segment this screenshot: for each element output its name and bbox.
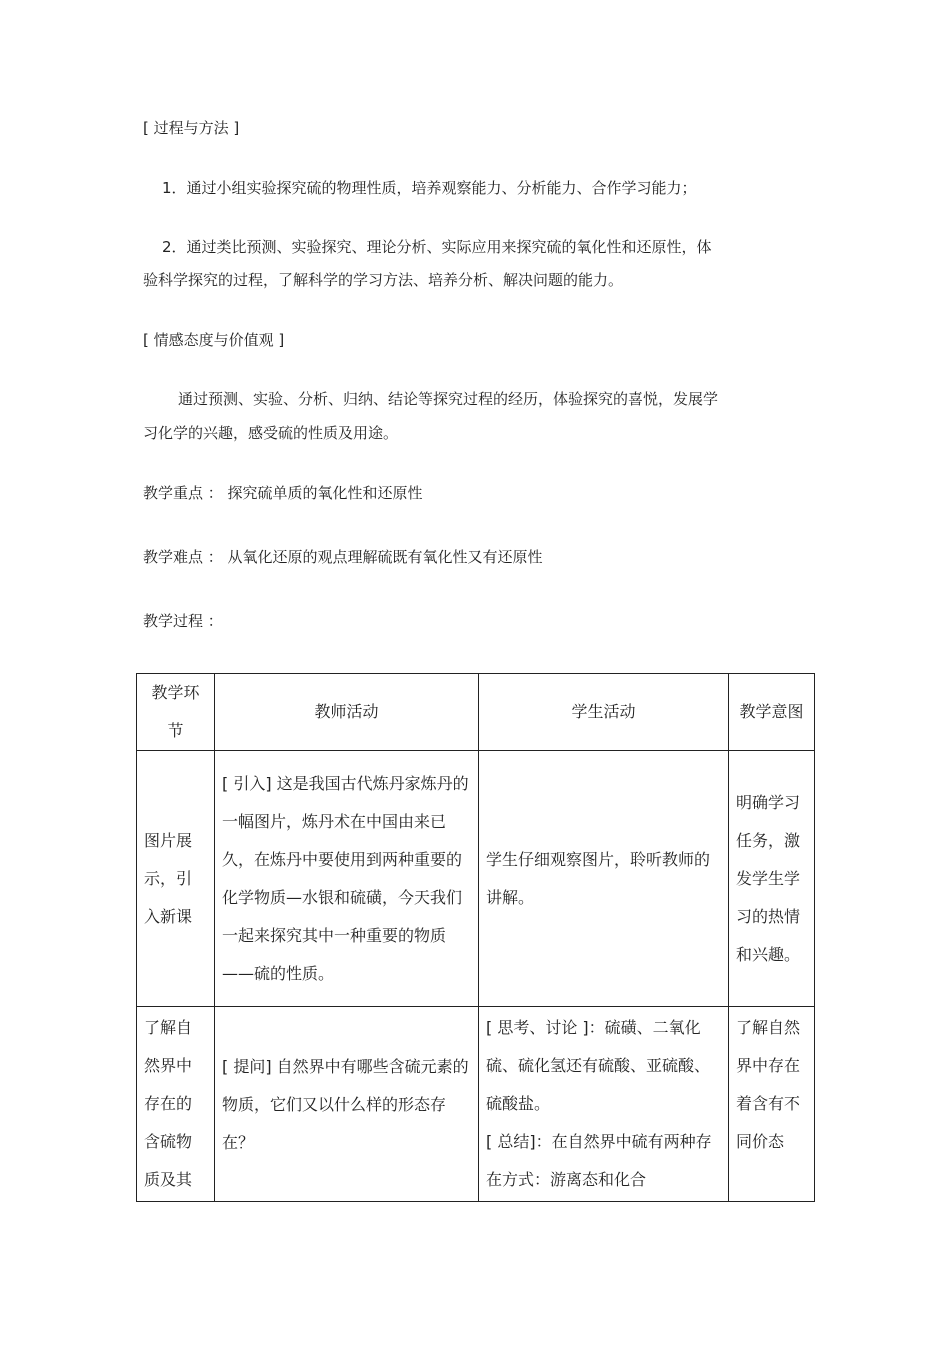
table-row (137, 751, 815, 1007)
key-point: 教学重点 ： 探究硫单质的氧化性和还原性 (143, 484, 423, 502)
values-heading: [ 情感态度与价值观 ] (143, 331, 285, 349)
table-row (137, 1007, 815, 1202)
process-label: 教学过程 ： (143, 612, 223, 630)
values-paragraph-line-1: 通过预测、实验、分析、归纳、结论等探究过程的经历，体验探究的喜悦，发展学 (178, 390, 719, 408)
header-intent: 教学意图 (729, 674, 815, 751)
header-teacher: 教师活动 (215, 674, 479, 751)
methods-item-2-line-2: 验科学探究的过程，了解科学的学习方法、培养分析、解决问题的能力。 (143, 271, 624, 289)
intent-cell: 了解自然界中存在着含有不同价态 (729, 1007, 815, 1202)
values-paragraph-line-2: 习化学的兴趣，感受硫的性质及用途。 (143, 424, 399, 442)
teacher-cell (215, 1007, 479, 1202)
student-summary: [ 总结]：在自然界中硫有两种存在方式：游离态和化合 (486, 1132, 712, 1189)
methods-heading: [ 过程与方法 ] (143, 119, 240, 137)
stage-cell: 了解自然界中存在的含硫物质及其 (137, 1007, 215, 1202)
lesson-table (136, 673, 815, 1202)
intent-cell: 明确学习任务，激发学生学习的热情和兴趣。 (729, 751, 815, 1007)
difficult-point: 教学难点 ： 从氧化还原的观点理解硫既有氧化性又有还原性 (143, 548, 543, 566)
header-student: 学生活动 (479, 674, 729, 751)
student-cell (479, 1007, 729, 1202)
methods-item-2-line-1: 2．通过类比预测、实验探究、理论分析、实际应用来探究硫的氧化性和还原性，体 (162, 238, 712, 256)
teacher-question: [ 提问] 自然界中有哪些含硫元素的物质，它们又以什么样的形态存在？ (222, 1057, 469, 1152)
stage-cell: 图片展示，引入新课 (137, 751, 215, 1007)
methods-item-1: 1．通过小组实验探究硫的物理性质，培养观察能力、分析能力、合作学习能力； (162, 179, 697, 197)
student-discussion: [ 思考、讨论 ]：硫磺、二氧化硫、硫化氢还有硫酸、亚硫酸、硫酸盐。 (486, 1018, 711, 1113)
table-header-row (137, 674, 815, 751)
student-cell: 学生仔细观察图片，聆听教师的讲解。 (479, 751, 729, 1007)
teacher-cell: [ 引入] 这是我国古代炼丹家炼丹的一幅图片，炼丹术在中国由来已久，在炼丹中要使用到两种重要的化学物质—水银和硫磺，今天我们一起来探究其中一种重要的物质——硫的性质。 (215, 751, 479, 1007)
header-stage: 教学环节 (137, 674, 215, 751)
